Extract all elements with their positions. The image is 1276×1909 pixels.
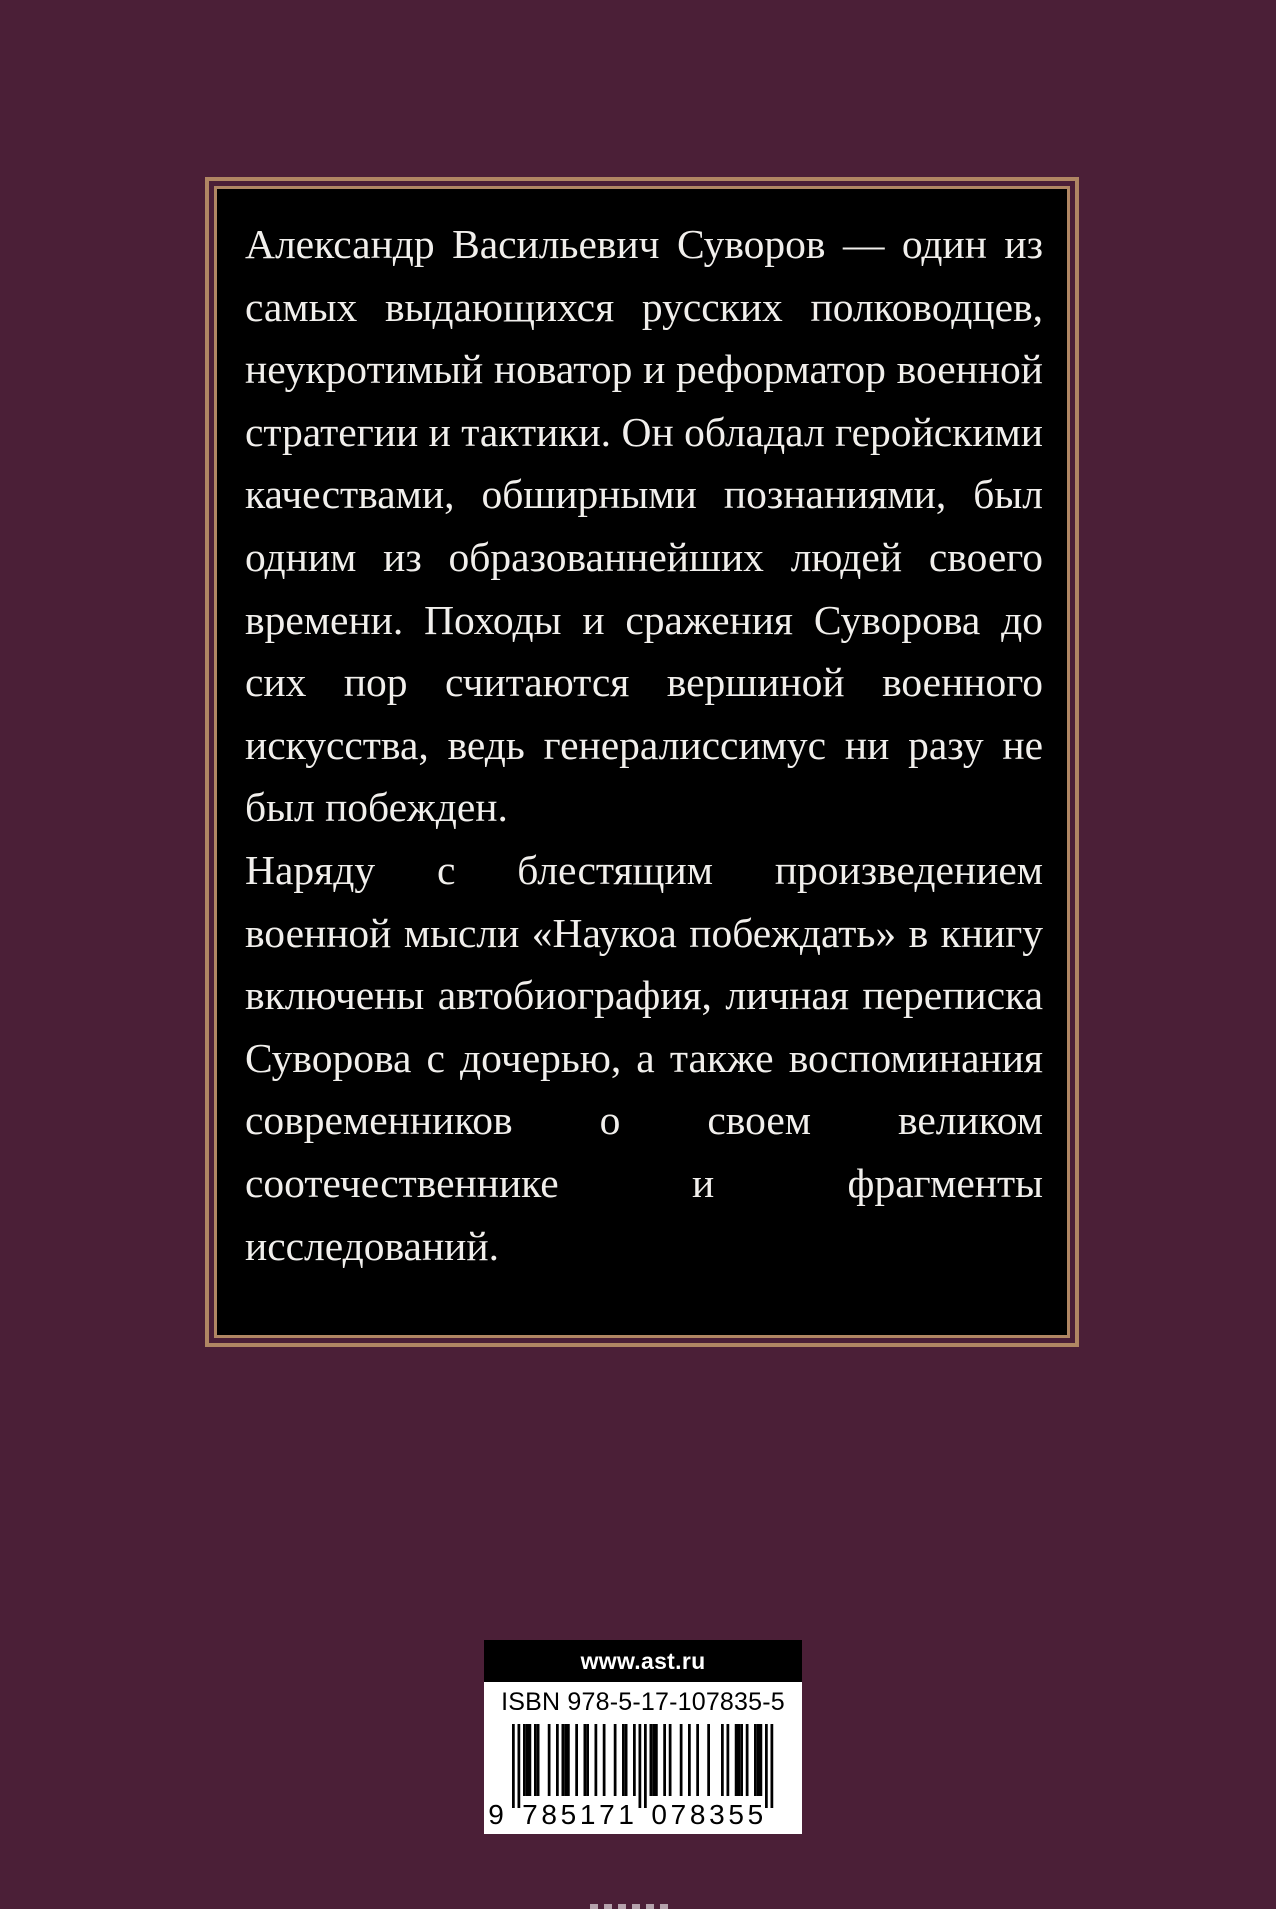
barcode-bar (512, 1724, 515, 1808)
barcode-bar (740, 1724, 743, 1796)
barcode-bar (633, 1724, 636, 1796)
annotation-text (245, 213, 1043, 1277)
barcode-bar (534, 1724, 537, 1796)
barcode-bar (518, 1724, 521, 1808)
annotation-panel (214, 186, 1070, 1338)
barcode-bar (746, 1724, 749, 1796)
barcode-bar (738, 1724, 741, 1796)
barcode-bar (771, 1724, 774, 1808)
barcode-bar (537, 1724, 540, 1796)
barcode-bar (523, 1724, 526, 1796)
barcode-bar (595, 1724, 598, 1796)
barcode-bar (760, 1724, 763, 1796)
barcode-digit: 5 (560, 1799, 577, 1830)
isbn-barcode-block (484, 1640, 802, 1834)
barcode-digit: 7 (599, 1799, 615, 1830)
barcode-bar (639, 1724, 642, 1808)
barcode-bar (614, 1724, 617, 1796)
barcode-bar (757, 1724, 760, 1796)
barcode-bar (680, 1724, 683, 1796)
barcode-bar (529, 1724, 532, 1796)
annotation-paragraph-1: Александр Васильевич Суворов — один из самых выдающихся русских полководцев, неукротимый новатор и реформатор военной стратегии и тактики. Он обладал геройскими качествами, обширными познаниями, был одним из образованнейших людей своего времени. Походы и сражения Суворова до сих пор считаются вершиной военного искусства, ведь генералиссимус ни разу не был побежден. (245, 221, 1043, 831)
cropped-bottom-text (590, 1901, 686, 1909)
barcode-digit: 5 (728, 1799, 744, 1830)
barcode (484, 1720, 802, 1834)
annotation-paragraph-2: Наряду с блестящим произведением военной мысли «Наукоа побеждать» в книгу включены автобиография, личная переписка Суворова с дочерью, а также воспоминания современников о своем великом соотечественнике и фрагменты исследований. (245, 846, 1043, 1269)
publisher-website: www.ast.ru (484, 1640, 802, 1682)
barcode-bar (696, 1724, 699, 1796)
barcode-bar (584, 1724, 587, 1796)
barcode-digit: 1 (579, 1799, 596, 1830)
barcode-digit: 9 (488, 1799, 504, 1830)
barcode-digit: 0 (651, 1799, 667, 1830)
annotation-frame (205, 177, 1079, 1347)
barcode-bar (562, 1724, 565, 1796)
barcode-bar (652, 1724, 655, 1796)
barcode-bar (669, 1724, 672, 1796)
barcode-digit: 3 (709, 1799, 725, 1830)
barcode-bar (564, 1724, 567, 1796)
isbn-label: ISBN 978-5-17-107835-5 (501, 1688, 785, 1716)
barcode-bar (663, 1724, 666, 1796)
barcode-bar (556, 1724, 559, 1796)
barcode-bar (707, 1724, 710, 1796)
barcode-digit: 7 (670, 1799, 687, 1830)
barcode-bar (548, 1724, 551, 1796)
barcode-bar (655, 1724, 658, 1796)
barcode-digit: 8 (541, 1799, 557, 1830)
barcode-digit: 1 (618, 1799, 634, 1830)
barcode-bar (625, 1724, 628, 1796)
barcode-bar (688, 1724, 691, 1796)
barcode-bar (603, 1724, 606, 1796)
barcode-digit: 8 (689, 1799, 706, 1830)
barcode-bar (754, 1724, 757, 1796)
barcode-bar (586, 1724, 589, 1796)
barcode-bar (575, 1724, 578, 1796)
barcode-bar (644, 1724, 647, 1808)
barcode-bar (721, 1724, 724, 1796)
barcode-digit: 5 (747, 1799, 764, 1830)
barcode-bar (622, 1724, 625, 1796)
barcode-bar (735, 1724, 738, 1796)
barcode-bar (765, 1724, 768, 1808)
barcode-bar (650, 1724, 653, 1796)
barcode-bar (727, 1724, 730, 1796)
barcode-bar (526, 1724, 529, 1796)
barcode-bar (567, 1724, 570, 1796)
barcode-digit: 7 (522, 1799, 538, 1830)
